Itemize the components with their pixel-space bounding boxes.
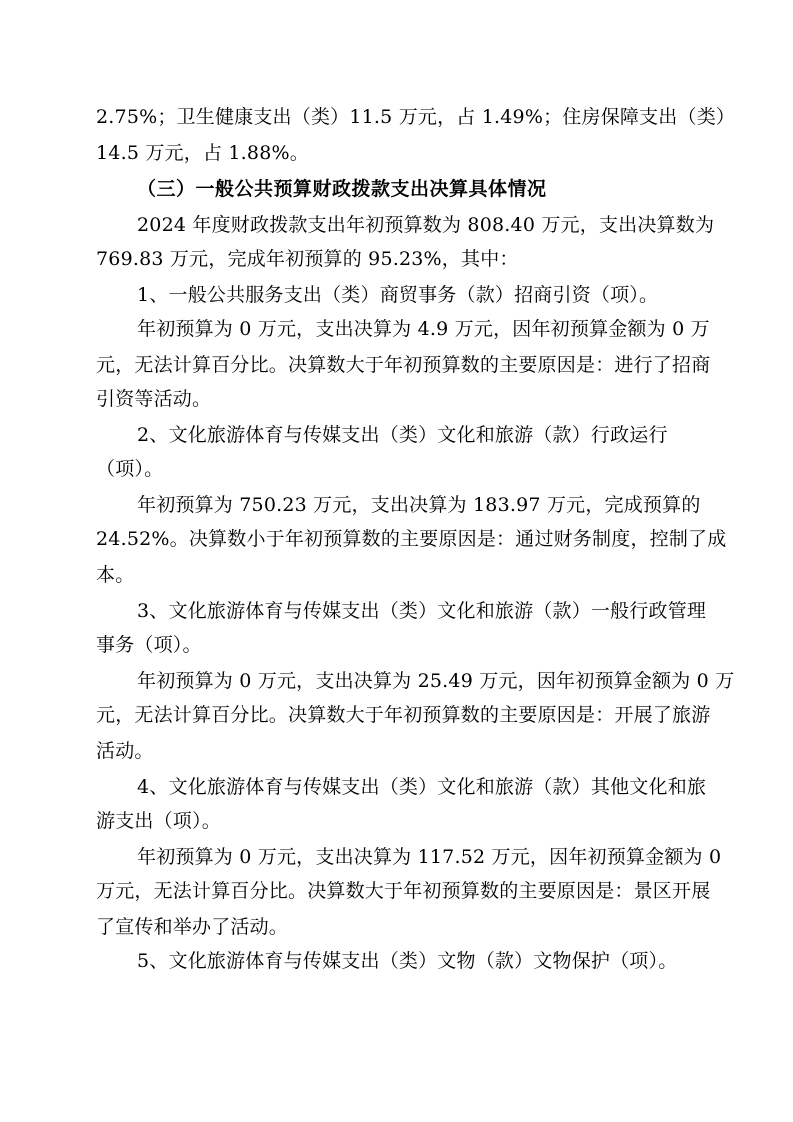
section-heading: （三）一般公共预算财政拨款支出决算具体情况 <box>137 178 547 200</box>
paragraph-line: 万元，无法计算百分比。决算数大于年初预算数的主要原因是：景区开展 <box>96 880 711 902</box>
item-title: （项）。 <box>96 458 164 480</box>
item-title: 4、文化旅游体育与传媒支出（类）文化和旅游（款）其他文化和旅 <box>137 776 707 798</box>
item-title: 游支出（项）。 <box>96 810 221 832</box>
paragraph-line: 24.52%。决算数小于年初预算数的主要原因是：通过财务制度，控制了成 <box>96 528 727 550</box>
item-title: 1、一般公共服务支出（类）商贸事务（款）招商引资（项）。 <box>137 284 659 306</box>
paragraph-line: 14.5 万元，占 1.88%。 <box>96 142 309 164</box>
paragraph-line: 本。 <box>96 564 135 586</box>
paragraph-line: 了宣传和举办了活动。 <box>96 916 289 938</box>
paragraph-line: 元，无法计算百分比。决算数大于年初预算数的主要原因是：开展了旅游 <box>96 704 711 726</box>
paragraph-line: 引资等活动。 <box>96 388 212 410</box>
item-title: 3、文化旅游体育与传媒支出（类）文化和旅游（款）一般行政管理 <box>137 600 707 622</box>
paragraph-line: 年初预算为 0 万元，支出决算为 117.52 万元，因年初预算金额为 0 <box>137 846 722 868</box>
paragraph-line: 活动。 <box>96 740 154 762</box>
paragraph-line: 2.75%；卫生健康支出（类）11.5 万元，占 1.49%；住房保障支出（类） <box>96 106 736 128</box>
paragraph-line: 年初预算为 750.23 万元，支出决算为 183.97 万元，完成预算的 <box>137 494 701 516</box>
paragraph-line: 年初预算为 0 万元，支出决算为 4.9 万元，因年初预算金额为 0 万 <box>137 318 710 340</box>
paragraph-line: 769.83 万元，完成年初预算的 95.23%，其中： <box>96 248 519 270</box>
paragraph-line: 元，无法计算百分比。决算数大于年初预算数的主要原因是：进行了招商 <box>96 354 711 376</box>
paragraph-line: 年初预算为 0 万元，支出决算为 25.49 万元，因年初预算金额为 0 万 <box>137 670 735 692</box>
item-title: 2、文化旅游体育与传媒支出（类）文化和旅游（款）行政运行 <box>137 424 668 446</box>
item-title: 事务（项）。 <box>96 634 202 656</box>
paragraph-line: 2024 年度财政拨款支出年初预算数为 808.40 万元，支出决算数为 <box>137 214 715 236</box>
item-title: 5、文化旅游体育与传媒支出（类）文物（款）文物保护（项）。 <box>137 950 678 972</box>
